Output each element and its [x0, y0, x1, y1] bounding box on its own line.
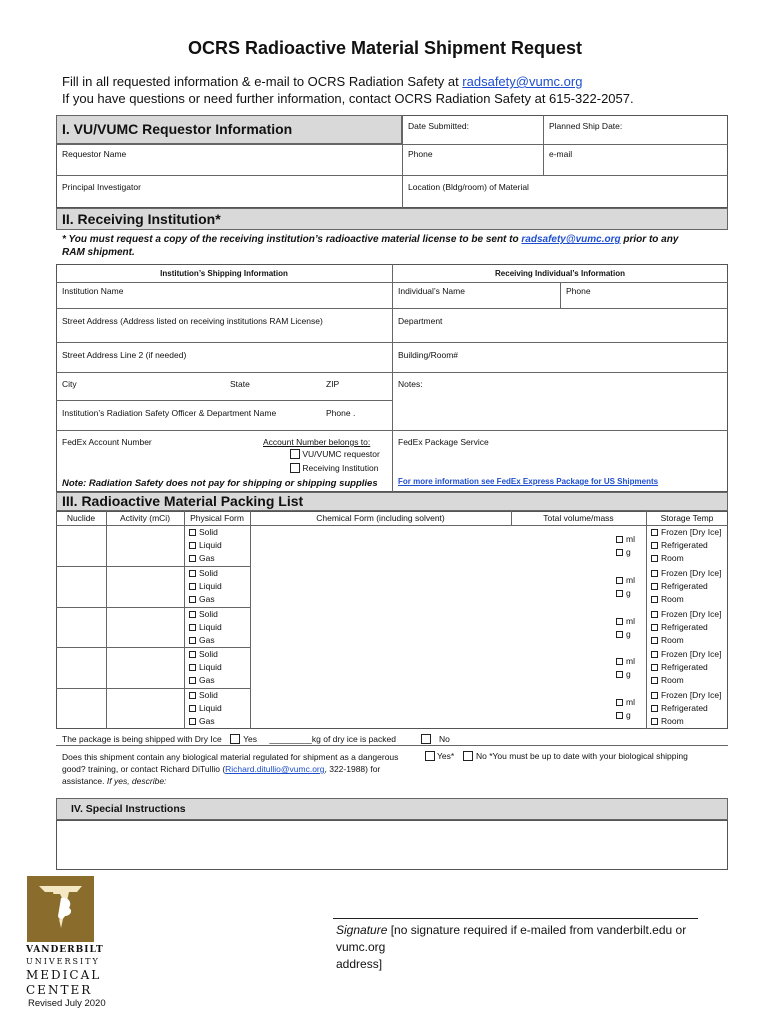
storage-option[interactable]: Room	[651, 593, 684, 606]
individual-name-field[interactable]: Individual’s Name	[398, 286, 465, 296]
physical-form-option[interactable]: Liquid	[189, 661, 222, 674]
checkbox-icon[interactable]	[189, 611, 196, 618]
option-receiving-institution[interactable]: Receiving Institution	[290, 462, 378, 475]
physical-form-option[interactable]: Liquid	[189, 621, 222, 634]
physical-form-option[interactable]: Solid	[189, 689, 218, 702]
physical-form-option[interactable]: Solid	[189, 608, 218, 621]
checkbox-icon[interactable]	[651, 677, 658, 684]
intro-line2: If you have questions or need further information, contact OCRS Radiation Safety at 615-322-2057.	[62, 91, 634, 106]
section2-note: * You must request a copy of the receiving institution’s radioactive material license to be sent to radsafety@vumc.org prior to any RAM shipment.	[62, 234, 679, 258]
checkbox-icon[interactable]	[189, 651, 196, 658]
bio-no-checkbox-icon[interactable]	[463, 751, 473, 761]
checkbox-icon[interactable]	[616, 631, 623, 638]
checkbox-icon[interactable]	[651, 542, 658, 549]
physical-form-option[interactable]: Liquid	[189, 580, 222, 593]
fedex-note: Note: Radiation Safety does not pay for shipping or shipping supplies	[62, 478, 378, 489]
unit-option[interactable]: g	[616, 668, 631, 681]
physical-form-option[interactable]: Gas	[189, 593, 215, 606]
checkbox-icon[interactable]	[616, 577, 623, 584]
physical-form-option[interactable]: Solid	[189, 648, 218, 661]
physical-form-option[interactable]: Liquid	[189, 702, 222, 715]
storage-option[interactable]: Room	[651, 674, 684, 687]
unit-option[interactable]: ml	[616, 655, 635, 668]
dry-ice-question: The package is being shipped with Dry Ice Yes _________kg of dry ice is packed	[62, 734, 396, 744]
unit-option[interactable]: g	[616, 709, 631, 722]
rso-field[interactable]: Institution’s Radiation Safety Officer & Department Name	[62, 408, 277, 418]
logo-text-vanderbilt: VANDERBILT	[26, 945, 104, 955]
street-address2-field[interactable]: Street Address Line 2 (if needed)	[62, 350, 187, 360]
col-activity: Activity (mCi)	[119, 513, 171, 523]
section3-header: III. Radioactive Material Packing List	[56, 492, 728, 511]
intro-text	[62, 73, 634, 107]
col-physical-form: Physical Form	[190, 513, 244, 523]
dry-ice-yes-checkbox-icon[interactable]	[230, 734, 240, 744]
checkbox-icon[interactable]	[616, 590, 623, 597]
checkbox-icon[interactable]	[651, 529, 658, 536]
checkbox-icon[interactable]	[189, 692, 196, 699]
checkbox-icon[interactable]	[651, 718, 658, 725]
checkbox-icon[interactable]	[290, 449, 300, 459]
storage-option[interactable]: Refrigerated	[651, 702, 708, 715]
logo-text-university: UNIVERSITY	[26, 957, 100, 966]
storage-option[interactable]: Refrigerated	[651, 661, 708, 674]
option-vuvumc-requestor[interactable]: VU/VUMC requestor	[290, 448, 380, 461]
checkbox-icon[interactable]	[616, 658, 623, 665]
checkbox-icon[interactable]	[290, 463, 300, 473]
fedex-service-field[interactable]: FedEx Package Service	[398, 437, 489, 447]
checkbox-icon[interactable]	[189, 555, 196, 562]
intro-line1: Fill in all requested information & e-mail to OCRS Radiation Safety at	[62, 74, 463, 89]
unit-option[interactable]: ml	[616, 574, 635, 587]
storage-option[interactable]: Frozen [Dry Ice]	[651, 526, 721, 539]
storage-option[interactable]: Room	[651, 715, 684, 728]
account-belongs-label: Account Number belongs to:	[263, 437, 371, 447]
oak-leaf-v-icon	[27, 876, 94, 942]
pi-field[interactable]: Principal Investigator	[62, 182, 141, 192]
col-storage-temp: Storage Temp	[660, 513, 714, 523]
checkbox-icon[interactable]	[616, 618, 623, 625]
signature-line[interactable]	[333, 918, 698, 919]
checkbox-icon[interactable]	[616, 699, 623, 706]
city-field[interactable]: City	[62, 379, 77, 389]
checkbox-icon[interactable]	[651, 570, 658, 577]
note-email-link[interactable]: radsafety@vumc.org	[521, 234, 621, 245]
unit-option[interactable]: g	[616, 546, 631, 559]
col-receiving-info: Receiving Individual’s Information	[495, 269, 625, 278]
checkbox-icon[interactable]	[616, 549, 623, 556]
bio-no[interactable]: No *You must be up to date with your biological shipping	[463, 751, 688, 761]
checkbox-icon[interactable]	[189, 570, 196, 577]
vanderbilt-logo	[27, 876, 94, 942]
checkbox-icon[interactable]	[189, 529, 196, 536]
individual-phone-field[interactable]: Phone	[566, 286, 591, 296]
section2-header: II. Receiving Institution*	[56, 208, 728, 230]
storage-option[interactable]: Frozen [Dry Ice]	[651, 567, 721, 580]
section1-header: I. VU/VUMC Requestor Information	[56, 115, 402, 144]
email-link[interactable]: radsafety@vumc.org	[462, 74, 583, 89]
checkbox-icon[interactable]	[189, 596, 196, 603]
street-address-field[interactable]: Street Address (Address listed on receiving institutions RAM License)	[62, 316, 323, 326]
physical-form-option[interactable]: Gas	[189, 674, 215, 687]
col-total-volume: Total volume/mass	[543, 513, 614, 523]
rso-phone-field[interactable]: Phone .	[326, 408, 356, 418]
unit-option[interactable]: ml	[616, 615, 635, 628]
storage-option[interactable]: Frozen [Dry Ice]	[651, 648, 721, 661]
revised-date: Revised July 2020	[28, 998, 106, 1009]
checkbox-icon[interactable]	[189, 718, 196, 725]
checkbox-icon[interactable]	[189, 583, 196, 590]
signature-caption: Signature [no signature required if e-mailed from vanderbilt.edu or vumc.org address]	[336, 923, 687, 971]
checkbox-icon[interactable]	[189, 637, 196, 644]
checkbox-icon[interactable]	[189, 624, 196, 631]
unit-option[interactable]: ml	[616, 696, 635, 709]
location-field[interactable]: Location (Bldg/room) of Material	[408, 182, 529, 192]
storage-option[interactable]: Refrigerated	[651, 621, 708, 634]
checkbox-icon[interactable]	[189, 664, 196, 671]
checkbox-icon[interactable]	[651, 692, 658, 699]
physical-form-option[interactable]: Liquid	[189, 539, 222, 552]
bio-question: Does this shipment contain any biological material regulated for shipment as a dangerous good? training, or contact Richard DiTullio (Richard.ditullio@vumc.org, 322-1988) for assistance. If yes, describe:	[62, 752, 399, 786]
planned-ship-date-field[interactable]: Planned Ship Date:	[549, 121, 623, 131]
unit-option[interactable]: g	[616, 587, 631, 600]
requestor-name-field[interactable]: Requestor Name	[62, 149, 127, 159]
col-nuclide: Nuclide	[66, 513, 96, 523]
fedex-account-field[interactable]: FedEx Account Number	[62, 437, 152, 447]
storage-option[interactable]: Room	[651, 634, 684, 647]
storage-option[interactable]: Refrigerated	[651, 580, 708, 593]
checkbox-icon[interactable]	[651, 555, 658, 562]
storage-option[interactable]: Frozen [Dry Ice]	[651, 689, 721, 702]
physical-form-option[interactable]: Solid	[189, 526, 218, 539]
col-chemical-form: Chemical Form (including solvent)	[316, 513, 445, 523]
checkbox-icon[interactable]	[651, 611, 658, 618]
logo-text-center: CENTER	[26, 983, 93, 997]
section4-header: IV. Special Instructions	[56, 798, 728, 820]
unit-option[interactable]: g	[616, 628, 631, 641]
page-title: OCRS Radioactive Material Shipment Request	[187, 38, 583, 58]
dry-ice-no-checkbox-icon[interactable]	[421, 734, 431, 744]
col-shipping-info: Institution’s Shipping Information	[160, 269, 288, 278]
bio-yes-checkbox-icon[interactable]	[425, 751, 435, 761]
checkbox-icon[interactable]	[651, 637, 658, 644]
physical-form-option[interactable]: Gas	[189, 634, 215, 647]
requestor-phone-field[interactable]: Phone	[408, 149, 433, 159]
physical-form-option[interactable]: Gas	[189, 552, 215, 565]
building-room-field[interactable]: Building/Room#	[398, 350, 459, 360]
zip-field[interactable]: ZIP	[326, 379, 340, 389]
storage-option[interactable]: Refrigerated	[651, 539, 708, 552]
checkbox-icon[interactable]	[616, 712, 623, 719]
fedex-info-link[interactable]: For more information see FedEx Express Package for US Shipments	[398, 477, 659, 486]
checkbox-icon[interactable]	[651, 651, 658, 658]
institution-name-field[interactable]: Institution Name	[62, 286, 124, 296]
requestor-email-field[interactable]: e-mail	[549, 149, 573, 159]
physical-form-option[interactable]: Gas	[189, 715, 215, 728]
storage-option[interactable]: Room	[651, 552, 684, 565]
checkbox-icon[interactable]	[189, 705, 196, 712]
special-instructions-field[interactable]	[56, 820, 728, 870]
checkbox-icon[interactable]	[189, 677, 196, 684]
checkbox-icon[interactable]	[616, 671, 623, 678]
dry-ice-no[interactable]: No	[421, 734, 450, 744]
physical-form-option[interactable]: Solid	[189, 567, 218, 580]
bio-email-link[interactable]: Richard.ditullio@vumc.org	[225, 764, 325, 774]
state-field[interactable]: State	[230, 379, 250, 389]
bio-yes[interactable]: Yes*	[425, 751, 454, 761]
checkbox-icon[interactable]	[616, 536, 623, 543]
department-field[interactable]: Department	[398, 316, 443, 326]
notes-field[interactable]: Notes:	[398, 379, 423, 389]
checkbox-icon[interactable]	[651, 583, 658, 590]
checkbox-icon[interactable]	[651, 624, 658, 631]
unit-option[interactable]: ml	[616, 533, 635, 546]
storage-option[interactable]: Frozen [Dry Ice]	[651, 608, 721, 621]
checkbox-icon[interactable]	[651, 596, 658, 603]
logo-text-medical: MEDICAL	[26, 968, 102, 982]
checkbox-icon[interactable]	[189, 542, 196, 549]
checkbox-icon[interactable]	[651, 705, 658, 712]
checkbox-icon[interactable]	[651, 664, 658, 671]
date-submitted-field[interactable]: Date Submitted:	[408, 121, 469, 131]
